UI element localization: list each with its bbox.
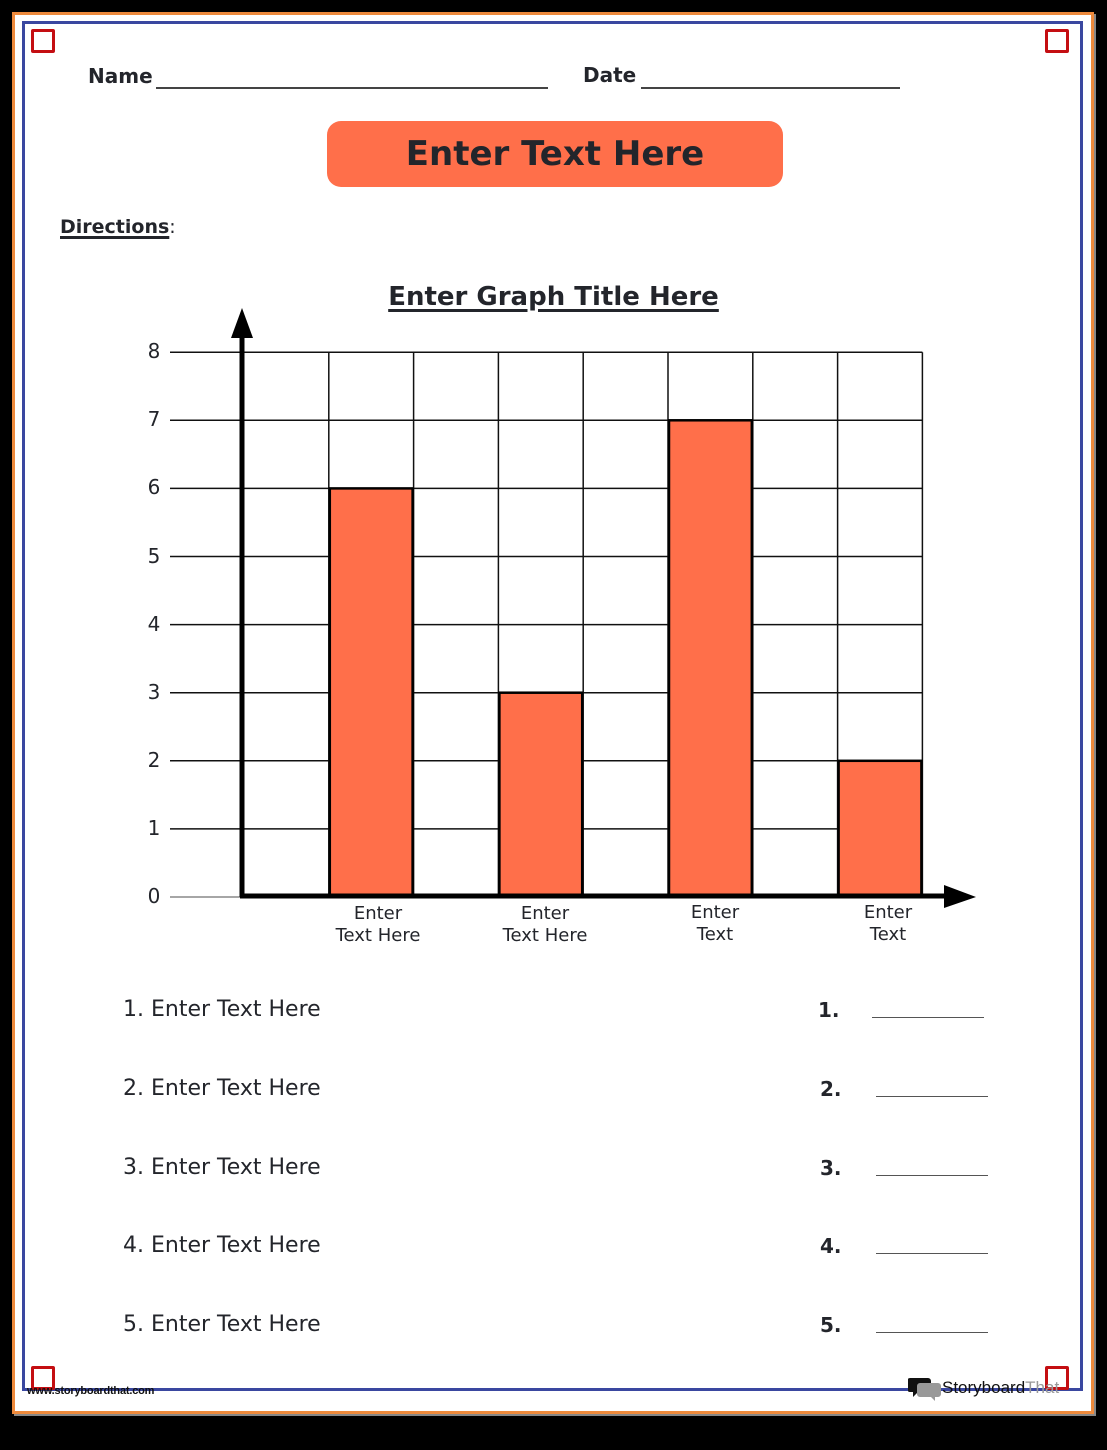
answer-number: 5. (820, 1313, 842, 1337)
speech-bubbles-icon (908, 1375, 942, 1401)
footer-url[interactable]: www.storyboardthat.com (27, 1385, 155, 1397)
chart-bars (330, 420, 922, 897)
answer-number: 2. (820, 1077, 842, 1101)
bar-1 (330, 488, 413, 897)
y-tick-label: 7 (147, 407, 161, 432)
name-label: Name (88, 64, 153, 88)
x-category-label[interactable] (308, 903, 448, 947)
directions-colon: : (169, 216, 176, 238)
question-text[interactable]: 5. Enter Text Here (123, 1312, 321, 1337)
x-category-label-line: Text Here (502, 925, 588, 946)
x-category-label-line: Text (869, 924, 907, 945)
brand-that: That (1025, 1378, 1060, 1397)
question-text[interactable]: 2. Enter Text Here (123, 1076, 321, 1101)
x-category-label-line: Enter (863, 902, 913, 923)
answer-blank-line[interactable] (876, 1332, 988, 1333)
answer-blank-line[interactable] (876, 1253, 988, 1254)
answer-blank-line[interactable] (876, 1175, 988, 1176)
x-category-label-line: Enter (690, 902, 740, 923)
y-tick-label: 1 (147, 815, 161, 840)
question-text[interactable]: 3. Enter Text Here (123, 1155, 321, 1180)
x-category-label-line: Enter (520, 903, 570, 924)
answer-number: 4. (820, 1234, 842, 1258)
graph-title[interactable]: Enter Graph Title Here (388, 282, 719, 312)
x-category-label-line: Text Here (335, 925, 421, 946)
bar-3 (669, 420, 752, 897)
answer-blank-line[interactable] (872, 1017, 984, 1018)
answer-number: 3. (820, 1156, 842, 1180)
brand-storyboard: Storyboard (942, 1378, 1026, 1397)
y-tick-label: 5 (147, 543, 161, 568)
y-tick-label: 0 (147, 884, 161, 908)
title-banner-text: Enter Text Here (405, 134, 705, 174)
answer-blank-line[interactable] (876, 1096, 988, 1097)
x-category-label[interactable] (475, 903, 615, 947)
answer-number: 1. (818, 998, 840, 1022)
x-category-label[interactable] (818, 902, 958, 946)
storyboardthat-logo[interactable] (908, 1375, 1059, 1401)
y-tick-label: 6 (147, 475, 161, 500)
y-axis-arrow-icon (231, 308, 253, 338)
y-tick-label: 4 (147, 611, 161, 636)
x-category-label-line: Text (696, 924, 734, 945)
y-tick-label: 2 (147, 747, 161, 772)
directions-label: Directions (60, 216, 170, 238)
x-category-label-line: Enter (353, 903, 403, 924)
question-text[interactable]: 1. Enter Text Here (123, 997, 321, 1022)
bar-2 (499, 693, 582, 897)
y-tick-label: 8 (147, 339, 161, 364)
question-text[interactable]: 4. Enter Text Here (123, 1233, 321, 1258)
date-label: Date (583, 63, 637, 87)
y-tick-label: 3 (147, 679, 161, 704)
bar-4 (839, 761, 922, 897)
x-category-label[interactable] (645, 902, 785, 946)
